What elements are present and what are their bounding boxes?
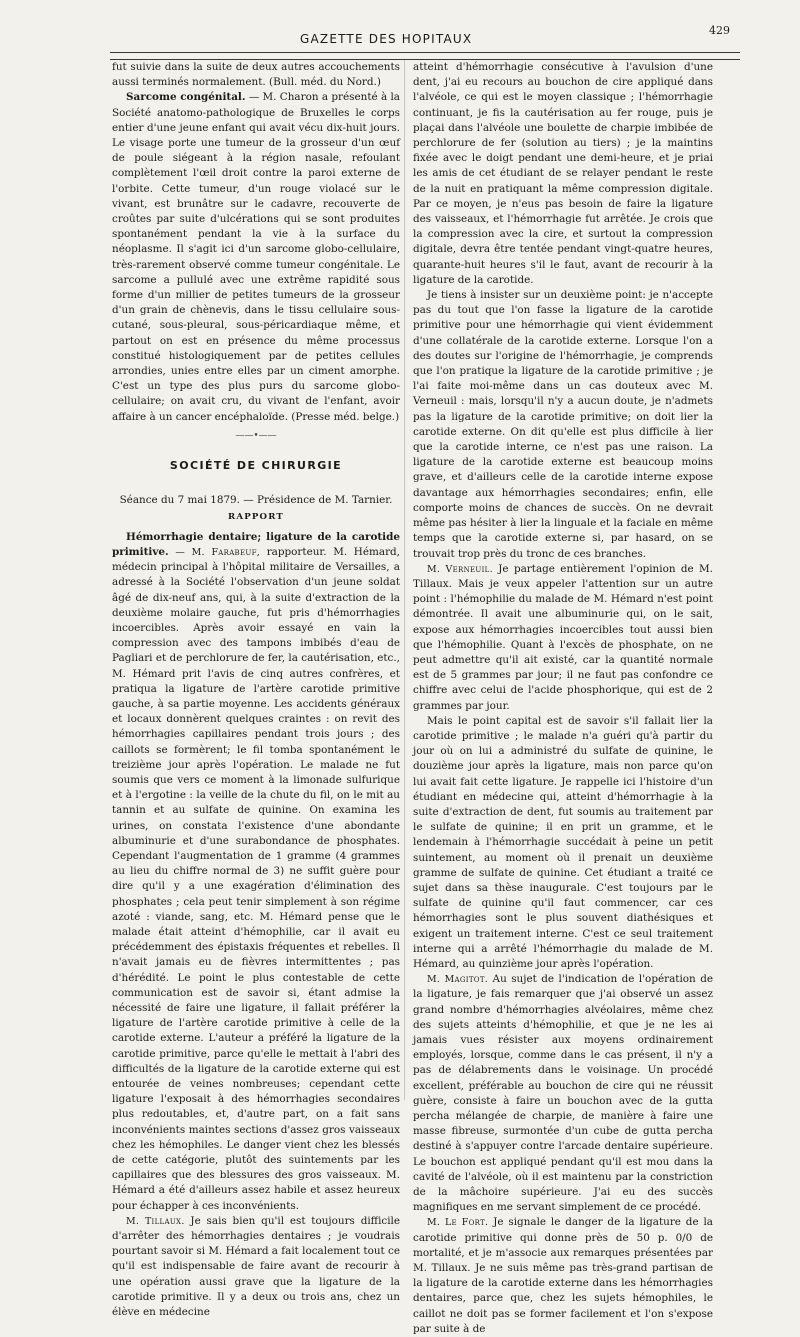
paragraph: Mais le point capital est de savoir s'il fallait lier la carotide primitive ; le malade n'a guéri qu'à partir du jour où on lui a administré du sulfate de quinine, le douzième jour après la ligature, mais non parce qu'on lui avait fait cette ligature. Je rappelle ici l'histoire d'un étudiant en médecine qui, atteint d'hémorrhagie à la suite d'extraction de dent, fut soumis au traitement par le sulfate de quinine; il en prit un gramme, et le lendemain à l'hémorrhagie succédait à peine un petit suintement, au moment où il prenait un deuxième gramme de sulfate de quinine. Cet étudiant a traité ce sujet dans sa thèse inaugurale. C'est toujours par le sulfate de quinine qu'il faut commencer, car ces hémorrhagies sont le plus souvent diathésiques et exigent un traitement interne. C'est ce seul traitement interne qui a arrêté l'hémorrhagie du malade de M. Hémard, au quinzième jour après l'opération. [413,714,713,970]
left-column [112,60,401,1319]
speaker-text: Au sujet de l'indication de l'opération de la ligature, je fais remarquer que j'ai observé un assez grand nombre d'hémorrhagies alvéolaires, même chez des sujets atteints d'hémophilie, et que je ne les ai jamais vues résister aux moyens ordinairement employés, lorsque, comme dans le cas présent, il n'y a pas de délabrements dans le voisinage. Un procédé excellent, préférable au bouchon de cire qui ne réussit guère, consiste à faire un bouchon avec de la gutta percha mélangée de charpie, de manière à faire une masse fibreuse, surmontée d'un cube de gutta percha destiné à s'appuyer contre l'arcade dentaire supérieure. Le bouchon est appliqué pendant qu'il est mou dans la cavité de l'alvéole, où il est maintenu par la constriction de la mâchoire supérieure. J'ai eu des succès magnifiques en me servant simplement de ce procédé. [413,973,713,1214]
speaker-text: Je sais bien qu'il est toujours difficile d'arrêter des hémorrhagies dentaires ; je voudrais pourtant savoir si M. Hémard a fait localement tout ce qu'il est indispensable de faire avant de recourir à une opération aussi grave que la ligature de la carotide primitive. Il y a deux ou trois ans, chez un élève en médecine [112,1214,401,1319]
article-heading: Sarcome congénital. [126,91,246,104]
ornament-divider: ——•—— [235,430,277,441]
seance-line: Séance du 7 mai 1879. — Présidence de M. Tarnier. [119,494,393,507]
page-header [110,24,730,52]
article-sarcome [112,90,400,424]
paragraph-tillaux [112,1214,400,1320]
speaker-name: M. Le Fort. [427,1217,489,1229]
speaker-name: M. Magitot. [427,974,489,986]
speaker-name: — M. Farabeuf, [175,546,261,558]
article-body: rapporteur. M. Hémard, médecin principal à l'hôpital militaire de Versailles, a adressé à la Société l'observation d'un jeune soldat âgé de dix-neuf ans, qui, à la suite d'extraction de la deuxième molaire gauche, fut pris d'hémorrhagies incoercibles. Après avoir essayé en vain la compression avec des tampons imbibés d'eau de Pagliari et de perchlorure de fer, la cautérisation, etc., M. Hémard prit l'avis de cinq autres confrères, et pratiqua la ligature de l'artère carotide primitive gauche, à sa partie moyenne. Les accidents généraux et locaux donnèrent quelques craintes : on revit des hémorrhagies capillaires pendant trois jours ; des caillots se formèrent; le fil tomba spontanément le treizième jour après l'opération. Le malade ne fut soumis que vers ce moment à la limonade sulfurique et à l'ergotine : la veille de la chute du fil, on le mit au tannin et au sulfate de quinine. On examina les urines, on constata l'existence d'une abondante albuminurie et d'une surabondance de phosphates. Cependant l'augmentation de 1 gramme (4 grammes au lieu du chiffre normal de 3) ne suffit guère pour dire qu'il y a une exagération d'élimination des phosphates ; cela peut tenir simplement à son régime azoté : viande, sang, etc. M. Hémard pense que le malade était atteint d'hémophilie, car il avait eu précédemment des épistaxis fréquentes et rebelles. Il n'avait jamais eu de fièvres intermittentes ; pas d'hérédité. Le point le plus contestable de cette communication est de savoir si, étant admise la nécessité de faire une ligature, il fallait préférer la ligature de l'artère carotide primitive à celle de la carotide externe. L'auteur a préféré la ligature de la carotide primitive, parce qu'elle le mettait à l'abri des difficultés de la ligature de la carotide externe qui est entourée de veines nombreuses; cependant cette ligature l'exposait à des hémorrhagies secondaires plus redoutables, et, d'autre part, on a fait sans inconvénients maintes sections d'assez gros vaisseaux chez les hémophiles. Le danger vient chez les blessés de cette catégorie, plutôt des suintements par les capillaires que des blessures des gros vaisseaux. M. Hémard a été d'ailleurs assez habile et assez heureux pour échapper à ces inconvénients. [112,545,400,1212]
speaker-name: M. Verneuil. [427,563,493,575]
article-body: — M. Charon a présenté à la Société anatomo-pathologique de Bruxelles le corps entier d'une jeune enfant qui avait vécu dix-huit jours. Le visage porte une tumeur de la grosseur d'un œuf de poule siégeant à la région nasale, refoulant complètement l'œil droit contre la paroi externe de l'orbite. Cette tumeur, d'un rouge violacé sur le vivant, est brunâtre sur le cadavre, recouverte de croûtes par suite d'ulcérations qui se sont produites spontanément pendant la vie à la surface du néoplasme. Il s'agit ici d'un sarcome globo-cellulaire, très-rarement observé comme tumeur congénitale. Le sarcome a pullulé avec une extrême rapidité sous forme d'un millier de petites tumeurs de la grosseur d'un grain de chènevis, dans le tissu cellulaire sous-cutané, sous-pleural, sous-péricardiaque même, et partout on est en présence du même processus constitué histologiquement par de petites cellules arrondies, unies entre elles par un ciment amorphe. C'est un type des plus purs du sarcome globo-cellulaire; on avait cru, du vivant de l'enfant, avoir affaire à un cancer encéphaloïde. (Presse méd. belge.) [112,91,400,423]
right-column [413,60,713,1335]
section-title: SOCIÉTÉ DE CHIRURGIE [169,459,343,473]
paragraph-continuation: fut suivie dans la suite de deux autres accouchements aussi terminés normalement. (Bull. méd. du Nord.) [112,61,400,89]
rapport-heading: RAPPORT [227,512,284,523]
journal-title: GAZETTE DES HOPITAUX [300,32,473,46]
paragraph-verneuil [413,562,713,714]
paragraph: Je tiens à insister sur un deuxième point: je n'accepte pas du tout que l'on fasse la ligature de la carotide primitive pour une hémorrhagie qui vient évidemment d'une collatérale de la carotide externe. Lorsque l'on a des doutes sur l'origine de l'hémorrhagie, je comprends que l'on pratique la ligature de la carotide primitive ; je l'ai faite moi-même dans un cas douteux avec M. Verneuil : mais, lorsqu'il n'y a aucun doute, je n'admets pas la ligature de la carotide primitive; on doit lier la carotide externe. On dit qu'elle est plus difficile à lier que la carotide interne, ce n'est pas une raison. La ligature de la carotide externe est beaucoup moins grave, et d'ailleurs celle de la carotide interne expose davantage aux hémorrhagies secondaires; enfin, elle comporte moins de chances de succès. On ne devrait même pas hésiter à lier la linguale et la faciale en même temps que la carotide externe si, par hasard, on se trouvait trop près du tronc de ces branches. [413,289,713,560]
column-divider [404,60,405,1100]
speaker-text: Je signale le danger de la ligature de la carotide primitive qui donne près de 50 p. 0/0 de mortalité, et je m'associe aux remarques présentées par M. Tillaux. Je ne suis même pas très-grand partisan de la ligature de la carotide externe dans les hémorrhagies dentaires, parce que, chez les sujets hémophiles, le caillot ne doit pas se former facilement et l'on s'expose par suite à de [413,1216,713,1335]
paragraph-magitot [413,972,713,1215]
speaker-text: Je partage entièrement l'opinion de M. Tillaux. Mais je veux appeler l'attention sur un autre point : l'hémophilie du malade de M. Hémard n'est point démontrée. Il avait une albuminurie qui, on le sait, expose aux hémorrhagies incoercibles tout aussi bien que l'hémophilie. Quant à l'excès de phosphate, on ne peut admettre qu'il ait existé, car la quantité normale est de 5 grammes par jour; il ne faut pas confondre ce chiffre avec celui de l'acide phosphorique, qui est de 2 grammes par jour. [413,562,713,712]
article-hemorrhagie [112,530,400,1214]
speaker-name: M. Tillaux. [126,1215,185,1227]
paragraph-continuation: atteint d'hémorrhagie consécutive à l'avulsion d'une dent, j'ai eu recours au bouchon de cire appliqué dans l'alvéole, ce qui est le moyen classique ; l'hémorrhagie continuant, je fis la cautérisation au fer rouge, puis je plaçai dans l'alvéole une boulette de charpie imbibée de perchlorure de fer (solution au tiers) ; je la maintins fixée avec le doigt pendant une demi-heure, et je priai les amis de cet étudiant de se relayer pendant le reste de la nuit en pratiquant la même compression digitale. Par ce moyen, je n'eus pas besoin de faire la ligature des vaisseaux, et l'hémorrhagie fut arrêtée. Je crois que la compression avec la cire, et surtout la compression digitale, devra être tentée pendant vingt-quatre heures, quarante-huit heures s'il le faut, avant de recourir à la ligature de la carotide. [413,61,713,286]
paragraph-lefort [413,1215,713,1337]
article-heading: Hémorrhagie dentaire; ligature de la carotide primitive. [112,530,400,558]
page-number: 429 [709,24,730,37]
header-rule [110,52,740,60]
